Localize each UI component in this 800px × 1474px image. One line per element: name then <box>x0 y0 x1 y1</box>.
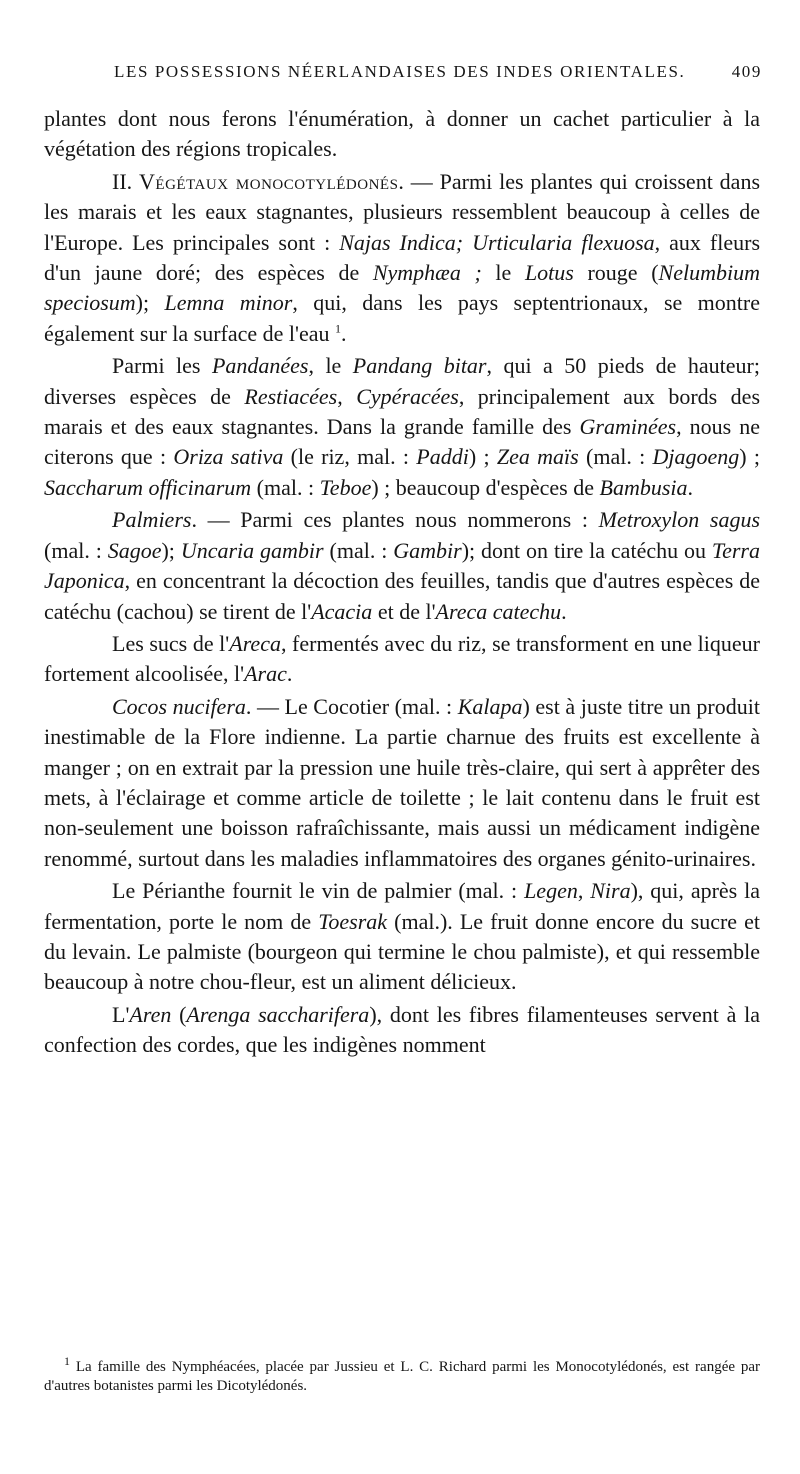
italic-term: Gambir <box>393 537 462 563</box>
text-run: ( <box>171 1001 187 1027</box>
text-run: , nous ne citerons que : <box>44 414 761 470</box>
italic-term: Teboe <box>319 474 372 500</box>
text-run: L' <box>112 1001 130 1027</box>
italic-term: Zea maïs <box>496 444 579 470</box>
text-run: le <box>481 260 525 286</box>
italic-term: Cocos nucifera <box>112 693 246 719</box>
footnote-text: La famille des Nymphéacées, placée par Jussieu et L. C. Richard parmi les Monocotylédonés, est rangée par d'autres botanistes parmi les Dicotylédonés. <box>44 1359 761 1394</box>
italic-term: Uncaria gambir <box>180 537 324 563</box>
italic-term: Toesrak <box>318 908 388 934</box>
text-run: . — Parmi ces plantes nous nommerons : <box>191 507 599 533</box>
paragraph <box>44 167 760 349</box>
italic-term: Saccharum officinarum <box>44 474 252 500</box>
text-run: et de l' <box>372 598 436 624</box>
italic-term: Cypéracées <box>356 383 459 409</box>
text-run: II. <box>112 168 140 194</box>
italic-term: Arenga saccharifera <box>186 1001 370 1027</box>
italic-term: Bambusia <box>599 474 688 500</box>
text-run: (le riz, mal. : <box>283 444 417 470</box>
paragraph <box>44 876 760 998</box>
italic-term: Metroxylon sagus <box>598 507 760 533</box>
italic-term: Legen <box>524 878 578 904</box>
text-run: , aux fleurs d'un jaune doré; des espèces de <box>44 229 761 286</box>
italic-term: Nymphæa ; <box>372 260 482 286</box>
italic-term: Nelumbium speciosum <box>44 260 760 316</box>
text-run: , <box>577 878 591 904</box>
running-title: LES POSSESSIONS NÉERLANDAISES DES INDES ORIENTALES. <box>114 62 686 81</box>
text-run: , le <box>308 353 353 379</box>
text-run: . <box>561 598 567 624</box>
text-run: ); <box>161 537 181 563</box>
italic-term: Terra Japonica <box>44 537 760 594</box>
text-run: . <box>687 474 693 500</box>
footnote-ref: 1 <box>335 321 342 336</box>
italic-term: Aren <box>129 1001 172 1027</box>
italic-term: Paddi <box>416 444 469 470</box>
text-run: ), qui, après la fermentation, porte le nom de <box>44 878 761 934</box>
text-run: , principalement aux bords des marais et des eaux stagnantes. Dans la grande famille des <box>44 383 761 440</box>
page-number: 409 <box>731 62 762 81</box>
italic-term: Acacia <box>311 598 373 624</box>
italic-term: Pandanées <box>211 353 309 379</box>
text-run: Végétaux monocotylédonés <box>139 168 399 194</box>
italic-term: Areca <box>229 630 281 656</box>
footnote-marker: 1 <box>64 1354 70 1368</box>
italic-term: Kalapa <box>457 693 523 719</box>
text-run: plantes dont nous ferons l'énumération, à donner un cachet particulier à la végétation des régions tropicales. <box>44 106 760 162</box>
text-run: Le Périanthe fournit le vin de palmier (mal. : <box>112 878 525 904</box>
text-run: (mal. : <box>323 537 394 563</box>
text-run: ) ; beaucoup d'espèces de <box>371 474 600 500</box>
italic-term: Graminées <box>579 414 677 440</box>
italic-term: Areca catechu <box>435 598 562 624</box>
italic-term: Oriza sativa <box>173 444 284 470</box>
paragraph <box>44 1000 760 1061</box>
text-run: . — Parmi les plantes qui croissent dans les marais et les eaux stagnantes, plusieurs ressemblent beaucoup à celles de l'Europe. Les principales sont : <box>44 168 761 255</box>
text-run: ), dont les fibres filamenteuses servent à la confection des cordes, que les indigènes nomment <box>44 1001 761 1058</box>
text-run: (mal. : <box>44 537 108 563</box>
paragraph <box>44 692 760 874</box>
text-run: (mal.). Le fruit donne encore du sucre et du levain. Le palmiste (bourgeon qui termine le chou palmiste), et qui ressemble beaucoup à notre chou-fleur, est un aliment délicieux. <box>44 908 760 995</box>
italic-term: Sagoe <box>107 537 162 563</box>
text-run: rouge ( <box>573 260 659 286</box>
text-run: , en concentrant la décoction des feuilles, tandis que d'autres espèces de catéchu (cachou) se tirent de l' <box>44 568 760 624</box>
italic-term: Najas Indica; Urticularia flexuosa <box>339 229 655 255</box>
italic-term: Djagoeng <box>652 444 740 470</box>
footnote <box>44 1354 761 1396</box>
text-run: (mal. : <box>251 474 320 500</box>
text-run: , qui a 50 pieds de hauteur; diverses espèces de <box>44 353 760 409</box>
text-run: Les sucs de l' <box>112 630 230 656</box>
body-text <box>44 104 760 1063</box>
text-run: . <box>286 661 293 687</box>
text-run: , qui, dans les pays septentrionaux, se montre également sur la surface de l'eau <box>44 290 760 346</box>
italic-term: Nira <box>590 878 631 904</box>
italic-term: Lemna minor <box>164 290 293 316</box>
text-run: (mal. : <box>578 444 653 470</box>
paragraph <box>44 104 760 165</box>
text-run: ) est à juste titre un produit inestimable de la Flore indienne. La partie charnue des fruits est excellente à manger ; on en extrait par la pression une huile très-claire, qui sert à apprêter des mets, à l'éclairage et comme article de toilette ; le lait contenu dans le fruit est non-seulement une boisson rafraîchissante, mais aussi un médicament indigène renommé, surtout dans les maladies inflammatoires des organes génito-urinaires. <box>44 693 760 871</box>
paragraph <box>44 505 760 627</box>
italic-term: Palmiers <box>112 507 192 533</box>
text-run: . — Le Cocotier (mal. : <box>245 693 458 719</box>
text-run: ) ; <box>468 444 497 470</box>
italic-term: Pandang bitar <box>352 353 487 379</box>
italic-term: Lotus <box>524 260 574 286</box>
text-run: , fermentés avec du riz, se transforment en une liqueur fortement alcoolisée, l' <box>44 630 761 687</box>
text-run: Parmi les <box>112 353 212 379</box>
text-run: ); dont on tire la catéchu ou <box>461 537 712 563</box>
text-run: . <box>341 320 347 346</box>
italic-term: Arac <box>244 661 287 687</box>
paragraph <box>44 629 760 690</box>
italic-term: Restiacées <box>244 383 338 409</box>
paragraph <box>44 351 760 503</box>
text-run: ); <box>135 290 165 316</box>
text-run: ) ; <box>739 444 760 470</box>
text-run: , <box>337 383 357 409</box>
